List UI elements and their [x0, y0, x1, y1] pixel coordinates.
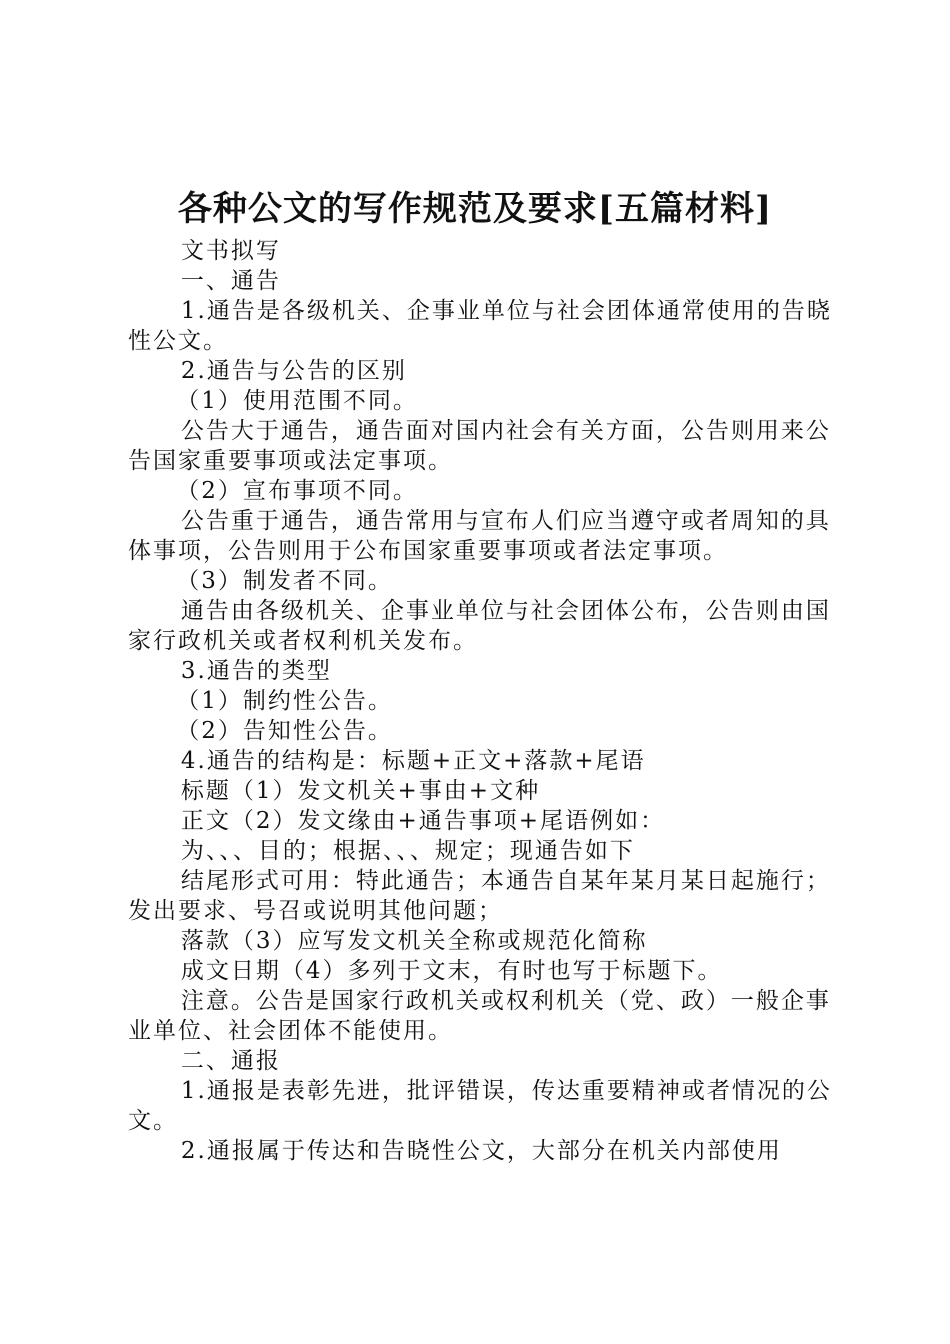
heading-notice-vs-announcement: 2.通告与公告的区别: [180, 358, 407, 384]
paragraph-issuer: 通告由各级机关、企事业单位与社会团体公布，公告则由国家行政机关或者权利机关发布。: [128, 598, 831, 654]
paragraph-example: 为、、、目的；根据、、、规定；现通告如下: [180, 838, 635, 864]
paragraph-date: 成文日期（4）多列于文末，有时也写于标题下。: [180, 958, 723, 984]
document-title: 各种公文的写作规范及要求[五篇材料]: [177, 189, 773, 229]
point-type-restrictive: （1）制约性公告。: [176, 688, 393, 714]
point-issuer: （3）制发者不同。: [176, 568, 393, 594]
heading-bulletin: 二、通报: [180, 1048, 281, 1074]
paragraph-note: 注意。公告是国家行政机关或权利机关（党、政）一般企事业单位、社会团体不能使用。: [128, 988, 831, 1044]
paragraph-structure-body: 正文（2）发文缘由+通告事项+尾语例如：: [180, 808, 666, 834]
paragraph-structure-title: 标题（1）发文机关+事由+文种: [180, 778, 541, 804]
paragraph-section-label: 文书拟写: [180, 238, 281, 264]
point-matters: （2）宣布事项不同。: [176, 478, 418, 504]
paragraph-ending: 结尾形式可用：特此通告；本通告自某年某月某日起施行；发出要求、号召或说明其他问题；: [128, 868, 831, 924]
paragraph-signature: 落款（3）应写发文机关全称或规范化简称: [180, 928, 648, 954]
paragraph-scope: 公告大于通告，通告面对国内社会有关方面，公告则用来公告国家重要事项或法定事项。: [128, 418, 831, 474]
paragraph-bulletin-definition: 1.通报是表彰先进，批评错误，传达重要精神或者情况的公文。: [128, 1078, 832, 1134]
heading-notice-structure: 4.通告的结构是：标题+正文+落款+尾语: [180, 748, 646, 774]
point-scope: （1）使用范围不同。: [176, 388, 418, 414]
heading-notice: 一、通告: [180, 268, 281, 294]
paragraph-bulletin-usage: 2.通报属于传达和告晓性公文，大部分在机关内部使用: [180, 1138, 782, 1164]
document-body: [128, 236, 840, 1166]
heading-notice-types: 3.通告的类型: [180, 658, 332, 684]
paragraph-notice-definition: 1.通告是各级机关、企事业单位与社会团体通常使用的告晓性公文。: [128, 298, 832, 354]
paragraph-matters: 公告重于通告，通告常用与宣布人们应当遵守或者周知的具体事项，公告则用于公布国家重要事项或者法定事项。: [128, 508, 831, 564]
point-type-informative: （2）告知性公告。: [176, 718, 393, 744]
